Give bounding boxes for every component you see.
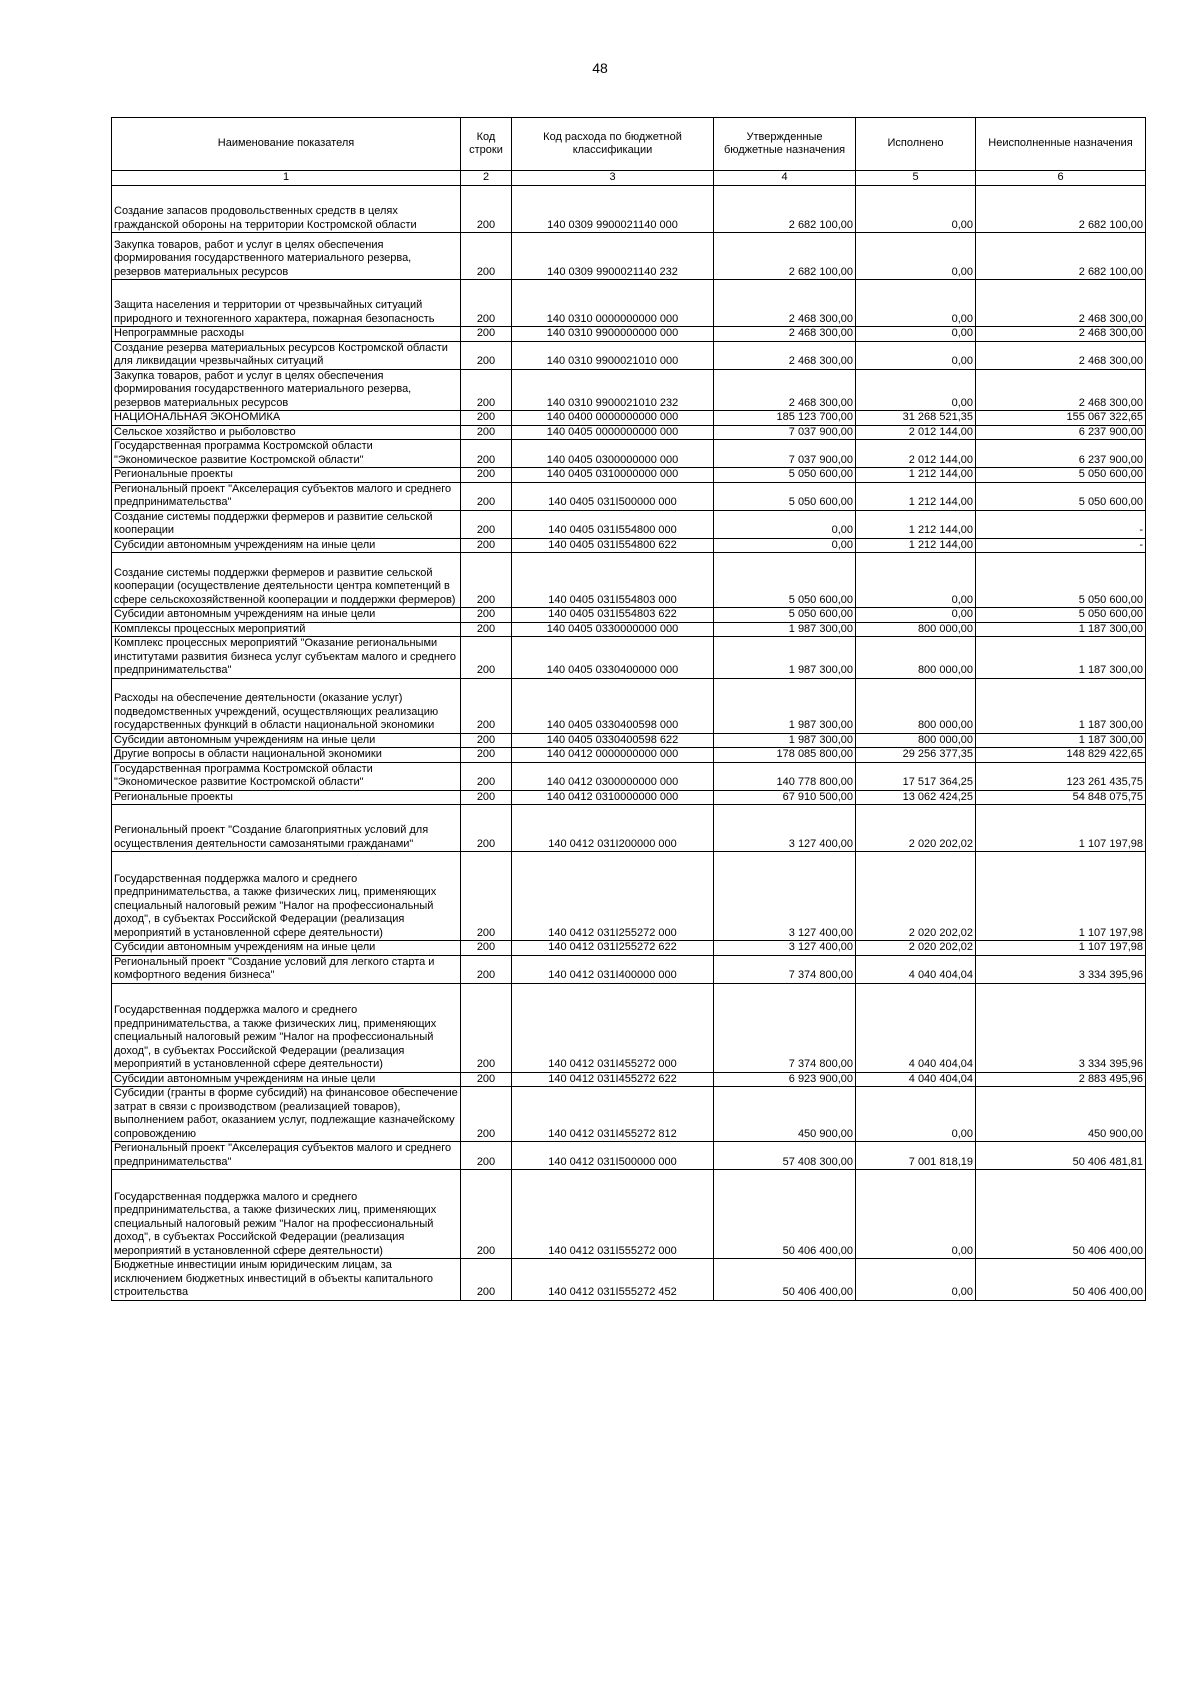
table-row [112,440,1146,468]
row-kbk: 140 0412 0300000000 000 [512,762,714,790]
table-row [112,805,1146,852]
row-approved: 7 374 800,00 [714,983,856,1072]
column-number: 4 [714,171,856,186]
table-row [112,233,1146,280]
table-row [112,482,1146,510]
column-number: 3 [512,171,714,186]
header-code: Код строки [461,118,512,171]
row-approved: 2 468 300,00 [714,327,856,342]
table-row [112,941,1146,956]
row-executed: 7 001 818,19 [856,1142,976,1170]
row-kbk: 140 0412 0310000000 000 [512,790,714,805]
row-unexecuted: 1 187 300,00 [976,622,1146,637]
table-row [112,790,1146,805]
row-unexecuted: 2 468 300,00 [976,327,1146,342]
row-code: 200 [461,1170,512,1259]
row-kbk: 140 0405 0330400598 622 [512,733,714,748]
row-name: Закупка товаров, работ и услуг в целях обеспечения формирования государственного материального резерва, резервов материальных ресурсов [112,369,461,411]
row-code: 200 [461,983,512,1072]
row-unexecuted: 50 406 481,81 [976,1142,1146,1170]
column-number: 2 [461,171,512,186]
header-unexecuted: Неисполненные назначения [976,118,1146,171]
row-kbk: 140 0412 031I455272 000 [512,983,714,1072]
row-unexecuted: 5 050 600,00 [976,468,1146,483]
table-row [112,637,1146,679]
row-name: Государственная поддержка малого и среднего предпринимательства, а также физических лиц, применяющих специальный налоговый режим "Налог на профессиональный доход", в субъектах Российской Федерации (реализация мероприятий в установленной сфере деятельности) [112,1170,461,1259]
row-approved: 1 987 300,00 [714,678,856,733]
row-name: НАЦИОНАЛЬНАЯ ЭКОНОМИКА [112,411,461,426]
row-code: 200 [461,852,512,941]
row-unexecuted: 5 050 600,00 [976,553,1146,608]
row-name: Субсидии автономным учреждениям на иные цели [112,1072,461,1087]
row-code: 200 [461,369,512,411]
row-unexecuted: 1 107 197,98 [976,852,1146,941]
row-executed: 17 517 364,25 [856,762,976,790]
row-unexecuted: 3 334 395,96 [976,955,1146,983]
row-approved: 50 406 400,00 [714,1259,856,1301]
table-row [112,411,1146,426]
row-code: 200 [461,510,512,538]
row-executed: 4 040 404,04 [856,1072,976,1087]
column-number: 1 [112,171,461,186]
row-name: Закупка товаров, работ и услуг в целях обеспечения формирования государственного материального резерва, резервов материальных ресурсов [112,233,461,280]
row-name: Региональный проект "Акселерация субъектов малого и среднего предпринимательства" [112,482,461,510]
row-unexecuted: 2 468 300,00 [976,369,1146,411]
row-executed: 29 256 377,35 [856,748,976,763]
row-approved: 5 050 600,00 [714,608,856,623]
row-executed: 2 020 202,02 [856,805,976,852]
row-name: Государственная поддержка малого и среднего предпринимательства, а также физических лиц, применяющих специальный налоговый режим "Налог на профессиональный доход", в субъектах Российской Федерации (реализация мероприятий в установленной сфере деятельности) [112,852,461,941]
row-code: 200 [461,1142,512,1170]
row-name: Субсидии (гранты в форме субсидий) на финансовое обеспечение затрат в связи с производством (реализацией товаров), выполнением работ, оказанием услуг, подлежащие казначейскому сопровождению [112,1087,461,1142]
row-kbk: 140 0310 0000000000 000 [512,280,714,327]
row-name: Расходы на обеспечение деятельности (оказание услуг) подведомственных учреждений, осуществляющих реализацию государственных функций в области национальной экономики [112,678,461,733]
row-executed: 0,00 [856,327,976,342]
row-executed: 0,00 [856,341,976,369]
row-approved: 67 910 500,00 [714,790,856,805]
row-approved: 6 923 900,00 [714,1072,856,1087]
table-row [112,1072,1146,1087]
row-approved: 2 468 300,00 [714,369,856,411]
row-name: Создание резерва материальных ресурсов Костромской области для ликвидации чрезвычайных ситуаций [112,341,461,369]
row-unexecuted: 50 406 400,00 [976,1259,1146,1301]
row-unexecuted: - [976,510,1146,538]
row-code: 200 [461,1072,512,1087]
row-kbk: 140 0405 031I500000 000 [512,482,714,510]
row-code: 200 [461,538,512,553]
row-name: Субсидии автономным учреждениям на иные цели [112,733,461,748]
table-row [112,1142,1146,1170]
table-row [112,1170,1146,1259]
row-executed: 13 062 424,25 [856,790,976,805]
row-executed: 0,00 [856,280,976,327]
row-kbk: 140 0405 0000000000 000 [512,425,714,440]
row-unexecuted: 50 406 400,00 [976,1170,1146,1259]
row-name: Региональные проекты [112,790,461,805]
row-approved: 1 987 300,00 [714,622,856,637]
row-code: 200 [461,678,512,733]
header-kbk: Код расхода по бюджетной классификации [512,118,714,171]
row-name: Создание системы поддержки фермеров и развитие сельской кооперации (осуществление деятельности центра компетенций в сфере сельскохозяйственной кооперации и поддержки фермеров) [112,553,461,608]
header-executed: Исполнено [856,118,976,171]
row-executed: 2 020 202,02 [856,852,976,941]
row-kbk: 140 0309 9900021140 000 [512,186,714,233]
row-name: Государственная программа Костромской области "Экономическое развитие Костромской области" [112,762,461,790]
row-kbk: 140 0412 031I255272 622 [512,941,714,956]
row-approved: 2 468 300,00 [714,341,856,369]
row-approved: 0,00 [714,510,856,538]
row-kbk: 140 0405 0310000000 000 [512,468,714,483]
row-name: Субсидии автономным учреждениям на иные цели [112,608,461,623]
row-unexecuted: 450 900,00 [976,1087,1146,1142]
row-name: Сельское хозяйство и рыболовство [112,425,461,440]
row-name: Региональный проект "Создание благоприятных условий для осуществления деятельности самозанятыми гражданами" [112,805,461,852]
row-executed: 800 000,00 [856,622,976,637]
row-name: Создание системы поддержки фермеров и развитие сельской кооперации [112,510,461,538]
row-code: 200 [461,762,512,790]
row-kbk: 140 0310 9900021010 000 [512,341,714,369]
row-executed: 0,00 [856,608,976,623]
row-kbk: 140 0412 031I555272 452 [512,1259,714,1301]
row-executed: 0,00 [856,369,976,411]
row-code: 200 [461,482,512,510]
row-kbk: 140 0412 031I400000 000 [512,955,714,983]
row-code: 200 [461,468,512,483]
row-name: Защита населения и территории от чрезвычайных ситуаций природного и техногенного характера, пожарная безопасность [112,280,461,327]
row-executed: 0,00 [856,553,976,608]
row-kbk: 140 0412 031I555272 000 [512,1170,714,1259]
table-row [112,733,1146,748]
row-kbk: 140 0412 031I500000 000 [512,1142,714,1170]
row-executed: 1 212 144,00 [856,482,976,510]
row-unexecuted: 148 829 422,65 [976,748,1146,763]
row-unexecuted: 1 107 197,98 [976,805,1146,852]
table-row [112,608,1146,623]
row-name: Государственная программа Костромской области "Экономическое развитие Костромской области" [112,440,461,468]
row-kbk: 140 0405 0300000000 000 [512,440,714,468]
report-body [112,186,1146,1301]
row-approved: 140 778 800,00 [714,762,856,790]
table-row [112,468,1146,483]
row-approved: 7 037 900,00 [714,425,856,440]
row-executed: 0,00 [856,1170,976,1259]
row-unexecuted: 1 187 300,00 [976,733,1146,748]
row-kbk: 140 0412 031I255272 000 [512,852,714,941]
row-approved: 2 682 100,00 [714,186,856,233]
row-approved: 450 900,00 [714,1087,856,1142]
row-code: 200 [461,608,512,623]
row-executed: 800 000,00 [856,637,976,679]
column-number: 6 [976,171,1146,186]
row-kbk: 140 0310 9900021010 232 [512,369,714,411]
row-approved: 3 127 400,00 [714,805,856,852]
row-kbk: 140 0412 0000000000 000 [512,748,714,763]
table-row [112,341,1146,369]
row-code: 200 [461,790,512,805]
row-approved: 178 085 800,00 [714,748,856,763]
row-unexecuted: 1 187 300,00 [976,678,1146,733]
row-code: 200 [461,622,512,637]
row-approved: 7 037 900,00 [714,440,856,468]
row-name: Субсидии автономным учреждениям на иные цели [112,538,461,553]
row-approved: 50 406 400,00 [714,1170,856,1259]
row-code: 200 [461,748,512,763]
row-executed: 2 020 202,02 [856,941,976,956]
row-name: Непрограммные расходы [112,327,461,342]
table-row [112,186,1146,233]
row-executed: 0,00 [856,233,976,280]
table-row [112,983,1146,1072]
row-unexecuted: 6 237 900,00 [976,425,1146,440]
row-kbk: 140 0405 031I554800 000 [512,510,714,538]
row-name: Комплексы процессных мероприятий [112,622,461,637]
row-approved: 57 408 300,00 [714,1142,856,1170]
row-executed: 1 212 144,00 [856,468,976,483]
row-name: Другие вопросы в области национальной экономики [112,748,461,763]
row-unexecuted: 5 050 600,00 [976,482,1146,510]
row-unexecuted: 123 261 435,75 [976,762,1146,790]
row-kbk: 140 0405 0330400598 000 [512,678,714,733]
row-unexecuted: 2 468 300,00 [976,341,1146,369]
row-unexecuted: 2 682 100,00 [976,233,1146,280]
table-row [112,762,1146,790]
row-approved: 1 987 300,00 [714,637,856,679]
row-kbk: 140 0412 031I455272 622 [512,1072,714,1087]
column-number: 5 [856,171,976,186]
table-row [112,955,1146,983]
row-code: 200 [461,233,512,280]
row-name: Региональные проекты [112,468,461,483]
row-unexecuted: - [976,538,1146,553]
row-executed: 2 012 144,00 [856,425,976,440]
row-unexecuted: 54 848 075,75 [976,790,1146,805]
row-unexecuted: 2 468 300,00 [976,280,1146,327]
header-row [112,118,1146,171]
row-name: Региональный проект "Акселерация субъектов малого и среднего предпринимательства" [112,1142,461,1170]
row-approved: 3 127 400,00 [714,852,856,941]
row-kbk: 140 0310 9900000000 000 [512,327,714,342]
row-code: 200 [461,637,512,679]
table-row [112,1259,1146,1301]
row-code: 200 [461,440,512,468]
row-approved: 5 050 600,00 [714,468,856,483]
page-number: 48 [592,60,608,76]
row-executed: 800 000,00 [856,733,976,748]
row-code: 200 [461,1087,512,1142]
row-approved: 185 123 700,00 [714,411,856,426]
table-row [112,553,1146,608]
row-code: 200 [461,553,512,608]
row-approved: 5 050 600,00 [714,553,856,608]
row-kbk: 140 0400 0000000000 000 [512,411,714,426]
row-approved: 3 127 400,00 [714,941,856,956]
column-numbers-row [112,171,1146,186]
row-code: 200 [461,425,512,440]
table-row [112,852,1146,941]
table-row [112,425,1146,440]
row-code: 200 [461,411,512,426]
row-unexecuted: 2 682 100,00 [976,186,1146,233]
row-kbk: 140 0412 031I455272 812 [512,1087,714,1142]
row-code: 200 [461,327,512,342]
row-code: 200 [461,341,512,369]
row-kbk: 140 0405 031I554803 000 [512,553,714,608]
row-kbk: 140 0405 031I554800 622 [512,538,714,553]
table-row [112,1087,1146,1142]
row-name: Региональный проект "Создание условий для легкого старта и комфортного ведения бизнеса" [112,955,461,983]
row-executed: 2 012 144,00 [856,440,976,468]
row-code: 200 [461,941,512,956]
row-executed: 0,00 [856,1087,976,1142]
row-name: Субсидии автономным учреждениям на иные цели [112,941,461,956]
header-approved: Утвержденные бюджетные назначения [714,118,856,171]
row-approved: 1 987 300,00 [714,733,856,748]
row-kbk: 140 0405 0330000000 000 [512,622,714,637]
row-executed: 0,00 [856,186,976,233]
row-code: 200 [461,955,512,983]
table-row [112,280,1146,327]
row-code: 200 [461,805,512,852]
row-approved: 0,00 [714,538,856,553]
row-name: Бюджетные инвестиции иным юридическим лицам, за исключением бюджетных инвестиций в объекты капитального строительства [112,1259,461,1301]
row-unexecuted: 3 334 395,96 [976,983,1146,1072]
row-code: 200 [461,1259,512,1301]
table-row [112,678,1146,733]
row-unexecuted: 2 883 495,96 [976,1072,1146,1087]
row-kbk: 140 0405 0330400000 000 [512,637,714,679]
row-code: 200 [461,186,512,233]
row-code: 200 [461,280,512,327]
row-approved: 2 468 300,00 [714,280,856,327]
table-row [112,369,1146,411]
table-row [112,748,1146,763]
row-name: Создание запасов продовольственных средств в целях гражданской обороны на территории Костромской области [112,186,461,233]
row-executed: 4 040 404,04 [856,955,976,983]
row-code: 200 [461,733,512,748]
row-kbk: 140 0309 9900021140 232 [512,233,714,280]
row-unexecuted: 5 050 600,00 [976,608,1146,623]
row-executed: 31 268 521,35 [856,411,976,426]
table-row [112,327,1146,342]
row-name: Государственная поддержка малого и среднего предпринимательства, а также физических лиц, применяющих специальный налоговый режим "Налог на профессиональный доход", в субъектах Российской Федерации (реализация мероприятий в установленной сфере деятельности) [112,983,461,1072]
row-unexecuted: 6 237 900,00 [976,440,1146,468]
row-unexecuted: 1 187 300,00 [976,637,1146,679]
row-executed: 4 040 404,04 [856,983,976,1072]
row-approved: 5 050 600,00 [714,482,856,510]
row-executed: 1 212 144,00 [856,510,976,538]
row-kbk: 140 0405 031I554803 622 [512,608,714,623]
row-approved: 7 374 800,00 [714,955,856,983]
table-row [112,510,1146,538]
table-row [112,538,1146,553]
budget-report-table [111,117,1146,1301]
row-unexecuted: 1 107 197,98 [976,941,1146,956]
row-approved: 2 682 100,00 [714,233,856,280]
table-row [112,622,1146,637]
row-kbk: 140 0412 031I200000 000 [512,805,714,852]
row-executed: 1 212 144,00 [856,538,976,553]
header-name: Наименование показателя [112,118,461,171]
row-executed: 800 000,00 [856,678,976,733]
row-unexecuted: 155 067 322,65 [976,411,1146,426]
row-executed: 0,00 [856,1259,976,1301]
row-name: Комплекс процессных мероприятий "Оказание региональными институтами развития бизнеса услуг субъектам малого и среднего предпринимательства" [112,637,461,679]
